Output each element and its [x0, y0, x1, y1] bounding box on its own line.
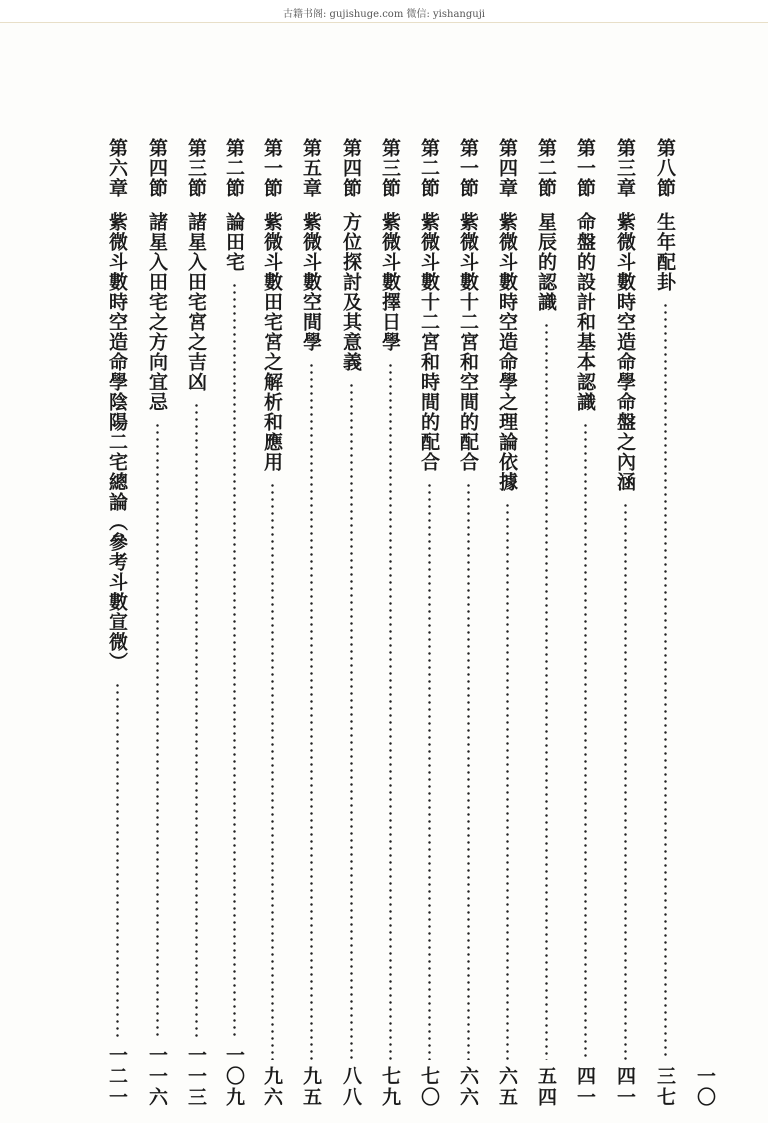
toc-entry-label: 第五章 — [300, 138, 322, 198]
toc-leader-dots — [233, 282, 236, 1039]
toc-leader-dots — [428, 482, 431, 1060]
toc-entry-ch3-sec2 — [533, 138, 559, 1108]
toc-entry-page: 一二一 — [106, 1045, 128, 1108]
toc-entry-page: 一〇 — [694, 1066, 716, 1108]
toc-entry-ch6 — [104, 138, 130, 1108]
toc-entry-label: 第一節 — [457, 138, 479, 198]
toc-entry-ch4-sec2 — [416, 138, 442, 1108]
toc-entry-title: 紫微斗數時空造命學陰陽二宅總論︵參考斗數宣微︶ — [106, 212, 128, 672]
toc-entry-ch4-sec4 — [338, 138, 364, 1108]
toc-leader-dots — [271, 482, 274, 1060]
toc-entry-label: 第一節 — [261, 138, 283, 198]
toc-entry-label: 第六章 — [106, 138, 128, 198]
toc-entry-page: 一一六 — [146, 1045, 168, 1108]
toc-leader-dots — [350, 382, 353, 1060]
toc-leader-dots — [664, 302, 667, 1060]
toc-entry-ch3 — [612, 138, 638, 1108]
toc-entry-title: 紫微斗數時空造命學之理論依據 — [496, 212, 518, 492]
toc-entry-title: 紫微斗數十二宮和空間的配合 — [457, 212, 479, 472]
toc-entry-ch5 — [298, 138, 324, 1108]
toc-entry-title: 命盤的設計和基本認識 — [574, 212, 596, 412]
toc-entry-label: 第三節 — [379, 138, 401, 198]
toc-entry-title: 紫微斗數空間學 — [300, 212, 322, 352]
toc-entry-label: 第二節 — [223, 138, 245, 198]
toc-entry-page: 六五 — [496, 1066, 518, 1108]
toc-entry-page: 四一 — [574, 1066, 596, 1108]
toc-entry-label: 第四章 — [496, 138, 518, 198]
toc-entry-ch3-sec1 — [572, 138, 598, 1108]
toc-entry-continuation — [692, 138, 718, 1108]
toc-leader-dots — [584, 422, 587, 1060]
watermark-text: 古籍书阁: gujishuge.com 微信: yishanguji — [283, 9, 485, 20]
toc-entry-page: 九六 — [261, 1066, 283, 1108]
toc-leader-dots — [545, 322, 548, 1060]
toc-entry-label: 第一節 — [574, 138, 596, 198]
watermark-bar — [0, 0, 768, 23]
toc-entry-ch4 — [494, 138, 520, 1108]
toc-entry-page: 八八 — [340, 1066, 362, 1108]
toc-entry-page: 七〇 — [418, 1066, 440, 1108]
toc-entry-title: 紫微斗數十二宮和時間的配合 — [418, 212, 440, 472]
toc-entry-page: 一〇九 — [223, 1045, 245, 1108]
toc-entry-title: 諸星入田宅宮之吉凶 — [185, 212, 207, 392]
toc-entry-page: 三七 — [654, 1066, 676, 1108]
toc-entry-title: 論田宅 — [223, 212, 245, 272]
toc-leader-dots — [156, 422, 159, 1039]
toc-entry-page: 七九 — [379, 1066, 401, 1108]
toc-entry-page: 六六 — [457, 1066, 479, 1108]
toc-entry-ch5-sec1 — [259, 138, 285, 1108]
toc-leader-dots — [624, 502, 627, 1060]
toc-entry-label: 第八節 — [654, 138, 676, 198]
toc-entry-page: 九五 — [300, 1066, 322, 1108]
toc-entry-label: 第二節 — [535, 138, 557, 198]
toc-entry-title: 紫微斗數田宅宮之解析和應用 — [261, 212, 283, 472]
toc-entry-page: 五四 — [535, 1066, 557, 1108]
toc-entry-ch4-sec1 — [455, 138, 481, 1108]
toc-entry-label: 第三節 — [185, 138, 207, 198]
toc-entry-ch5-sec2 — [221, 138, 247, 1108]
toc-leader-dots — [467, 482, 470, 1060]
toc-entry-page: 四一 — [614, 1066, 636, 1108]
toc-entry-ch5-sec3 — [183, 138, 209, 1108]
toc-entry-title: 諸星入田宅之方向宜忌 — [146, 212, 168, 412]
toc-entry-label: 第三章 — [614, 138, 636, 198]
toc-entry-page: 一一三 — [185, 1045, 207, 1108]
toc-entry-ch2-sec8 — [652, 138, 678, 1108]
toc-entry-label: 第四節 — [340, 138, 362, 198]
toc-entry-title: 紫微斗數擇日學 — [379, 212, 401, 352]
toc-entry-label: 第四節 — [146, 138, 168, 198]
toc-leader-dots — [506, 502, 509, 1060]
toc-entry-ch4-sec3 — [377, 138, 403, 1108]
toc-leader-dots — [116, 682, 119, 1039]
toc-leader-dots — [310, 362, 313, 1060]
toc-entry-title: 星辰的認識 — [535, 212, 557, 312]
toc-entry-ch5-sec4 — [144, 138, 170, 1108]
toc-entry-label: 第二節 — [418, 138, 440, 198]
toc-entry-title: 方位探討及其意義 — [340, 212, 362, 372]
toc-leader-dots — [389, 362, 392, 1060]
toc-entry-title: 生年配卦 — [654, 212, 676, 292]
toc-entry-title: 紫微斗數時空造命學命盤之內涵 — [614, 212, 636, 492]
toc-leader-dots — [195, 402, 198, 1039]
